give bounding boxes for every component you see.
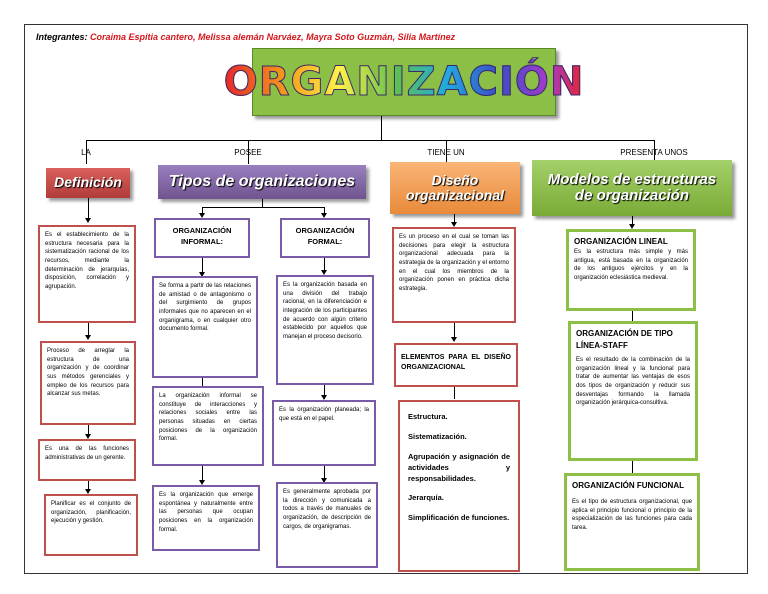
list-item: Sistematización.: [408, 431, 467, 441]
authors-names: Coraima Espitia cantero, Melissa alemán Narváez, Mayra Soto Guzmán, Silia Martínez: [90, 32, 456, 42]
formal-box-1: Es la organización basada en una división del trabajo racional, en la diferenciación e integración de los participantes de acuerdo con algún criterio establecido por aquellos que manejan el proceso decisorio.: [276, 275, 374, 385]
arrow-icon: [451, 337, 457, 342]
informal-box-2: La organización informal se constituye de interacciones y relaciones sociales entre las personas situadas en ciertas posiciones de la organización formal.: [152, 386, 264, 466]
definicion-box-3: Es una de las funciones administrativas de un gerente.: [38, 439, 136, 481]
modelo-lineal-title: ORGANIZACIÓN LINEAL: [574, 237, 668, 246]
modelo-funcional-title: ORGANIZACIÓN FUNCIONAL: [572, 481, 684, 490]
formal-title-box: [280, 218, 370, 258]
connector-la: LA: [81, 148, 91, 157]
modelo-linea-staff-title: ORGANIZACIÓN DE TIPO LÍNEA-STAFF: [576, 329, 673, 350]
list-item: Simplificación de funciones.: [408, 513, 510, 523]
arrow-icon: [85, 218, 91, 223]
modelo-funcional-text: Es el tipo de estructura organizacional, que aplica el principio funcional o principio de la especialización de las funciones para cada tarea.: [572, 499, 692, 532]
elementos-list: [398, 400, 520, 572]
definicion-box-2: Proceso de arreglar la estructura de una organización y de coordinar sus métodos gerenciales y empleo de los recursos para alcanzar sus metas.: [40, 341, 136, 425]
arrow-icon: [85, 335, 91, 340]
connector-presenta-unos: PRESENTA UNOS: [620, 148, 688, 157]
definicion-box-1: Es el establecimiento de la estructura necesaria para la sistematización racional de los recursos, mediante la determinación de jerarquías, disposición, correlación y agrupación.: [38, 225, 136, 323]
modelo-lineal-text: Es la estructura más simple y más antigua, está basada en la organización de los antiguos ejércitos y en la organización eclesiástica medieval.: [574, 249, 688, 282]
header-modelos: Modelos de estructuras de organización: [532, 160, 732, 216]
modelo-funcional-box: [564, 473, 700, 571]
main-title: ORGANIZACIÓN: [223, 59, 585, 105]
header-definicion: Definición: [46, 168, 130, 198]
modelo-linea-staff-text: Es el resultado de la combinación de la organización lineal y la funcional para tratar de aumentar las ventajas de esos dos tipos de organización y reducir sus desventajas formando la llamada organización jerárquica-consultiva.: [576, 357, 690, 407]
list-item: Estructura.: [408, 412, 448, 421]
elementos-title: ELEMENTOS PARA EL DISEÑO ORGANIZACIONAL: [401, 354, 511, 371]
authors-label: Integrantes: [36, 32, 85, 42]
list-item: Agrupación y asignación de actividades y responsabilidades.: [408, 451, 510, 483]
diseno-box: Es un proceso en el cual se toman las decisiones para elegir la estructura organizacional adecuada para la estrategia de la organización y el entorno en el cual los miembros de la organización ponen en práctica dicha estrategia.: [392, 227, 516, 323]
modelo-lineal-box: [566, 229, 696, 311]
informal-title: ORGANIZACIÓN INFORMAL:: [172, 226, 232, 246]
branch-line: [86, 140, 654, 141]
title-stem: [381, 116, 382, 140]
elementos-title-box: [394, 343, 518, 387]
header-tipos: Tipos de organizaciones: [158, 165, 366, 199]
informal-box-1: Se forma a partir de las relaciones de amistad o de antagonismo o del surgimiento de grupos informales que no aparecen en el organigrama, o en cualquier otro documento formal.: [152, 276, 258, 378]
definicion-box-4: Planificar es el conjunto de organización, planificación, ejecución y gestión.: [44, 494, 138, 556]
header-diseno: Diseño organizacional: [390, 162, 520, 214]
list-item: Jerarquía.: [408, 493, 444, 503]
informal-title-box: [154, 218, 250, 258]
connector-tiene-un: TIENE UN: [427, 148, 465, 157]
formal-box-3: Es generalmente aprobada por la dirección y comunicada a todos a través de manuales de organización, de descripción de cargos, de organigramas.: [276, 482, 378, 568]
formal-title: ORGANIZACIÓN FORMAL:: [295, 226, 355, 246]
formal-box-2: Es la organización planeada; la que está en el papel.: [272, 400, 376, 466]
title-box: [223, 48, 585, 116]
connector-posee: POSEE: [234, 148, 262, 157]
modelo-linea-staff-box: [568, 321, 698, 461]
authors-line: Integrantes: Coraima Espitia cantero, Melissa alemán Narváez, Mayra Soto Guzmán, Silia Martínez: [36, 32, 456, 42]
informal-box-3: Es la organización que emerge espontánea y naturalmente entre las personas que ocupan posiciones en la organización formal.: [152, 485, 260, 551]
